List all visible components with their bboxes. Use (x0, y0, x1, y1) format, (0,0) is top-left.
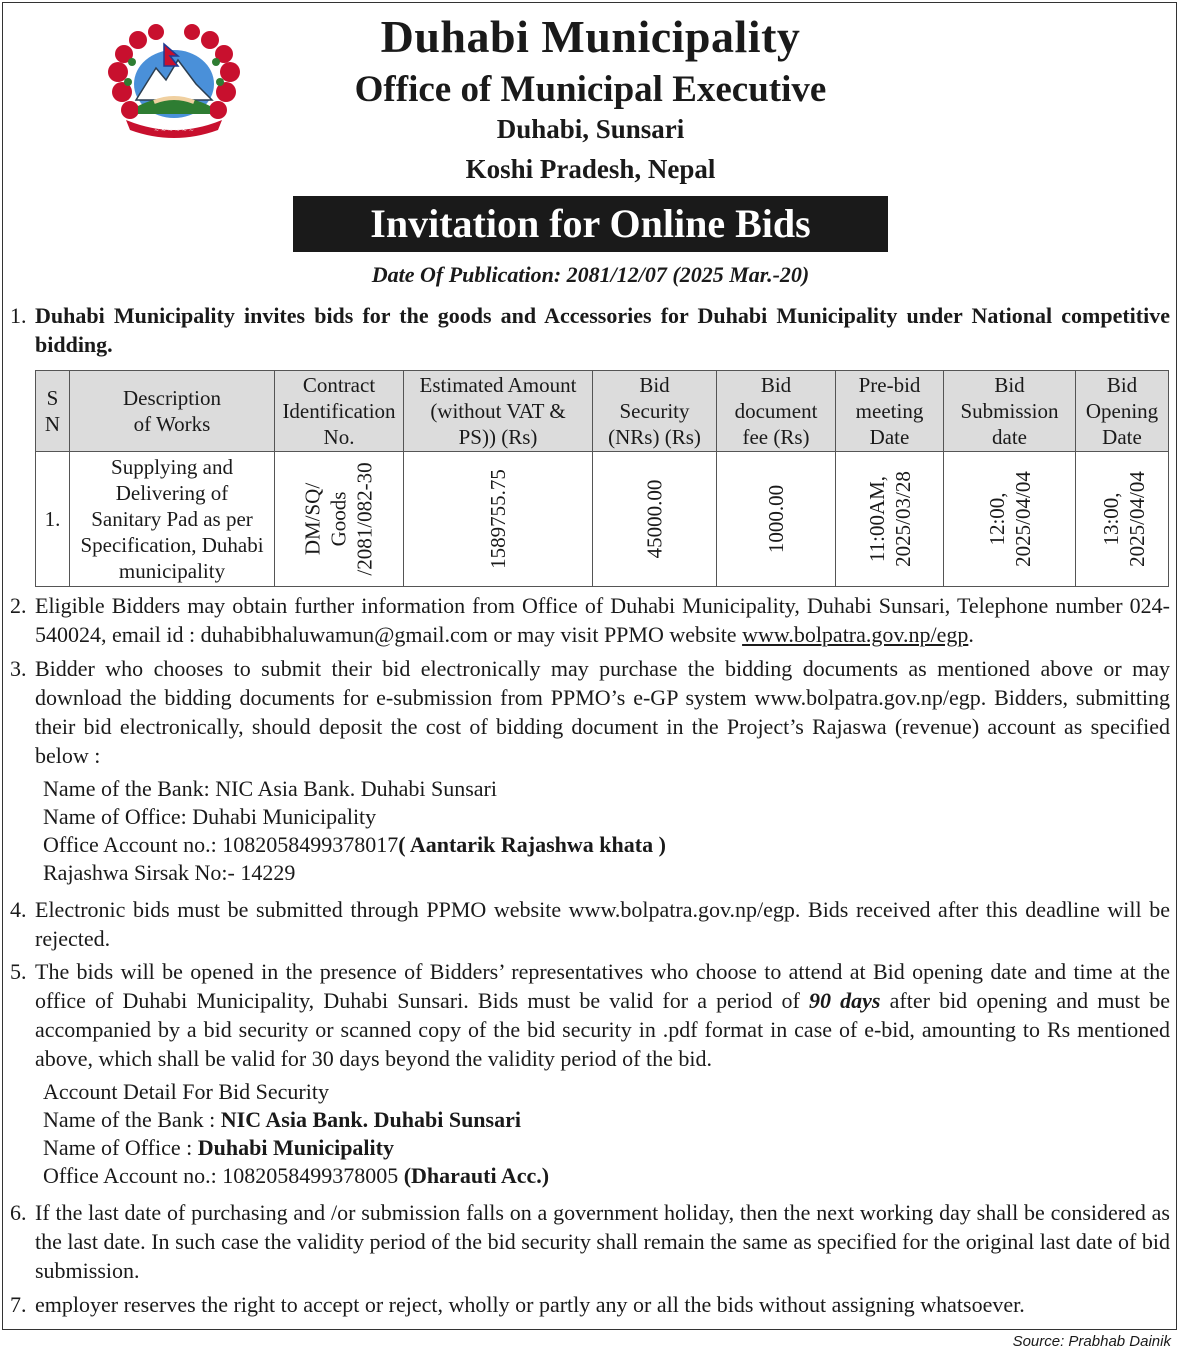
office-title: Office of Municipal Executive (354, 69, 827, 110)
security-bank: Name of the Bank : NIC Asia Bank. Duhabi Sunsari (43, 1107, 521, 1132)
security-account-block (43, 1078, 549, 1190)
revenue-office: Name of Office: Duhabi Municipality (43, 804, 377, 829)
clause-text: employer reserves the right to accept or reject, wholly or partly any or all the bids without assigning whatsoever. (35, 1292, 1025, 1317)
clause-number: 3. (10, 656, 27, 681)
header-doc-fee: Bid document fee (Rs) (717, 371, 836, 452)
header-estimated-amount: Estimated Amount (without VAT & PS)) (Rs) (404, 371, 593, 452)
revenue-sirsak: Rajashwa Sirsak No:- 14229 (43, 860, 296, 885)
municipality-title: Duhabi Municipality (380, 11, 801, 62)
revenue-account-block (43, 775, 666, 887)
revenue-account-no: Office Account no.: 1082058499378017( Aantarik Rajashwa khata ) (43, 832, 666, 857)
clause-text: The bids will be opened in the presence of Bidders’ representatives who choose to attend at Bid opening date and time at the office of Duhabi Municipality, Duhabi Sunsari. Bids must be valid for a period of 90 days after bid opening and must be accompanied by a bid security or scanned copy of the bid security in .pdf format in case of e-bid, amounting to Rs mentioned above, which shall be valid for 30 days beyond the validity period of the bid. (35, 959, 1170, 1071)
cell-doc-fee: 1000.00 (717, 452, 836, 587)
clause-text: Eligible Bidders may obtain further information from Office of Duhabi Municipality, Duhabi Sunsari, Telephone number 024-540024, email id : duhabibhaluwamun@gmail.com or may visit PPMO website www.bolpatra.gov.np/egp. (35, 593, 1170, 647)
cell-estimated-amount: 1589755.75 (404, 452, 593, 587)
invitation-banner: Invitation for Online Bids (293, 196, 888, 252)
header-opening: Bid Opening Date (1076, 371, 1169, 452)
cell-submission: 12:00, 2025/04/04 (944, 452, 1076, 587)
header-prebid: Pre-bid meeting Date (836, 371, 944, 452)
cell-contract-id: DM/SQ/ Goods /2081/082-30 (275, 452, 404, 587)
address-line-1: Duhabi, Sunsari (496, 114, 685, 144)
table-row (36, 452, 1169, 587)
clause-6 (10, 1198, 1170, 1285)
cell-bid-security: 45000.00 (593, 452, 717, 587)
header-contract-id: Contract Identification No. (275, 371, 404, 452)
header-submission: Bid Submission date (944, 371, 1076, 452)
clause-number: 6. (10, 1200, 27, 1225)
cell-description: Supplying and Delivering of Sanitary Pad as per Specification, Duhabi municipality (70, 452, 275, 587)
cell-opening: 13:00, 2025/04/04 (1076, 452, 1169, 587)
clause-3 (10, 654, 1170, 770)
ppmo-link[interactable]: www.bolpatra.gov.np/egp (742, 622, 969, 647)
bid-table (35, 370, 1169, 587)
clause-4 (10, 895, 1170, 953)
clause-5 (10, 957, 1170, 1073)
security-account-no: Office Account no.: 1082058499378005 (Dharauti Acc.) (43, 1163, 550, 1188)
revenue-bank: Name of the Bank: NIC Asia Bank. Duhabi Sunsari (43, 776, 497, 801)
address-line-2: Koshi Pradesh, Nepal (465, 154, 716, 184)
security-office: Name of Office : Duhabi Municipality (43, 1135, 394, 1160)
cell-prebid: 11:00AM, 2025/03/28 (836, 452, 944, 587)
clause-number: 7. (10, 1292, 27, 1317)
clause-1 (10, 301, 1170, 359)
security-title: Account Detail For Bid Security (43, 1079, 329, 1104)
clause-number: 4. (10, 897, 27, 922)
table-header-row (36, 371, 1169, 452)
publication-date: Date Of Publication: 2081/12/07 (2025 Mar.-20) (371, 262, 810, 287)
header-sn: S N (36, 371, 70, 452)
header-bid-security: Bid Security (NRs) (Rs) (593, 371, 717, 452)
clause-2 (10, 591, 1170, 649)
header-description: Description of Works (70, 371, 275, 452)
clause-number: 2. (10, 593, 27, 618)
clause-text: Duhabi Municipality invites bids for the goods and Accessories for Duhabi Municipality under National competitive bidding. (35, 303, 1170, 357)
cell-sn: 1. (36, 452, 70, 587)
clause-text: Electronic bids must be submitted through PPMO website www.bolpatra.gov.np/egp. Bids received after this deadline will be rejected. (35, 897, 1170, 951)
clause-number: 1. (10, 303, 27, 328)
clause-text: Bidder who chooses to submit their bid electronically may purchase the bidding documents as mentioned above or may download the bidding documents for e-submission from PPMO’s e-GP system www.bolpatra.gov.np/egp. Bidders, submitting their bid electronically, should deposit the cost of bidding document in the Project’s Rajaswa (revenue) account as specified below : (35, 656, 1170, 768)
svg-text:~ ~ ~ ~ ~ ~: ~ ~ ~ ~ ~ ~ (154, 127, 194, 134)
clause-7 (10, 1290, 1170, 1319)
clause-number: 5. (10, 959, 27, 984)
source-credit: Source: Prabhab Dainik (1012, 1333, 1171, 1350)
clause-text: If the last date of purchasing and /or submission falls on a government holiday, then the next working day shall be considered as the last date. In such case the validity period of the bid security shall remain the same as specified for the original last date of bid submission. (35, 1200, 1170, 1283)
